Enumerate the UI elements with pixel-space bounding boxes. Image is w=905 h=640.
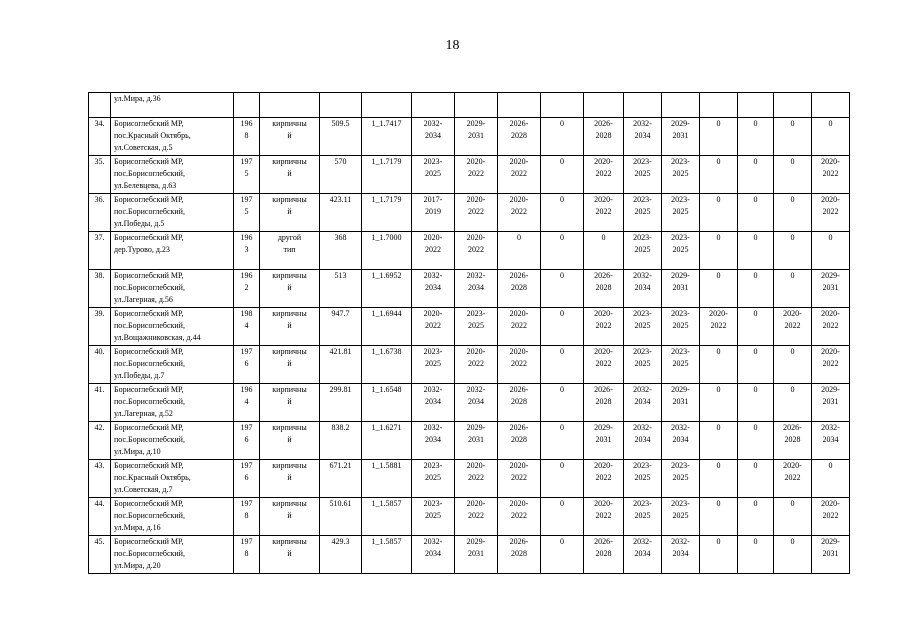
cell-year: 197 5: [234, 156, 260, 194]
cell-period-8: 0: [700, 346, 738, 384]
cell-period-8: 0: [700, 384, 738, 422]
cell-area: 510.61: [320, 498, 362, 536]
cell-area: 368: [320, 232, 362, 270]
cell-period-2: 2029- 2031: [455, 536, 498, 574]
cell-period-9: 0: [738, 156, 774, 194]
cell-period-1: 2023- 2025: [412, 460, 455, 498]
cell-year: 197 6: [234, 460, 260, 498]
cell-period-1: 2020- 2022: [412, 232, 455, 270]
cell-period-4: 0: [541, 536, 584, 574]
cell-period-11: 2029- 2031: [812, 536, 850, 574]
cell-year: 197 6: [234, 422, 260, 460]
cell-period-7: [662, 93, 700, 118]
cell-period-6: 2023- 2025: [624, 346, 662, 384]
cell-period-8: 0: [700, 156, 738, 194]
cell-year: 198 4: [234, 308, 260, 346]
cell-number: 45.: [89, 536, 111, 574]
cell-index: 1_1.6944: [362, 308, 412, 346]
table-row: [89, 498, 850, 536]
cell-material: другой тип: [260, 232, 320, 270]
cell-number: [89, 93, 111, 118]
cell-number: 41.: [89, 384, 111, 422]
cell-period-7: 2023- 2025: [662, 194, 700, 232]
cell-period-3: 2026- 2028: [498, 422, 541, 460]
cell-period-11: 0: [812, 118, 850, 156]
cell-address: Борисоглебский МР, пос.Красный Октябрь, ул.Советская, д.5: [111, 118, 234, 156]
cell-period-11: 2029- 2031: [812, 270, 850, 308]
cell-address: Борисоглебский МР, пос.Борисоглебский, ул.Победы, д.7: [111, 346, 234, 384]
cell-material: кирпичны й: [260, 308, 320, 346]
cell-period-4: 0: [541, 118, 584, 156]
cell-number: 40.: [89, 346, 111, 384]
cell-period-8: 0: [700, 270, 738, 308]
cell-period-2: 2029- 2031: [455, 422, 498, 460]
cell-year: 197 8: [234, 498, 260, 536]
cell-index: 1_1.5881: [362, 460, 412, 498]
cell-address: ул.Мира, д.36: [111, 93, 234, 118]
cell-period-4: 0: [541, 308, 584, 346]
cell-period-2: 2023- 2025: [455, 308, 498, 346]
cell-index: 1_1.7179: [362, 156, 412, 194]
cell-period-3: 2020- 2022: [498, 460, 541, 498]
cell-period-8: 0: [700, 422, 738, 460]
cell-material: кирпичны й: [260, 422, 320, 460]
cell-material: кирпичны й: [260, 346, 320, 384]
cell-period-10: 0: [774, 498, 812, 536]
cell-year: [234, 93, 260, 118]
cell-period-8: 2020- 2022: [700, 308, 738, 346]
cell-period-4: 0: [541, 498, 584, 536]
cell-period-3: 2026- 2028: [498, 384, 541, 422]
cell-year: 197 5: [234, 194, 260, 232]
table-row: [89, 118, 850, 156]
cell-area: 423.11: [320, 194, 362, 232]
cell-index: [362, 93, 412, 118]
cell-period-7: 2023- 2025: [662, 156, 700, 194]
cell-period-10: 2026- 2028: [774, 422, 812, 460]
cell-period-6: 2032- 2034: [624, 536, 662, 574]
cell-period-7: 2023- 2025: [662, 346, 700, 384]
cell-area: 429.3: [320, 536, 362, 574]
cell-period-9: 0: [738, 422, 774, 460]
cell-index: 1_1.7417: [362, 118, 412, 156]
cell-period-3: [498, 93, 541, 118]
cell-period-5: 2026- 2028: [584, 384, 624, 422]
cell-period-7: 2023- 2025: [662, 232, 700, 270]
housing-table: [88, 92, 850, 574]
cell-address: Борисоглебский МР, пос.Борисоглебский, ул.Мира, д.16: [111, 498, 234, 536]
cell-period-11: 2020- 2022: [812, 194, 850, 232]
cell-period-5: 2026- 2028: [584, 270, 624, 308]
cell-period-7: 2023- 2025: [662, 460, 700, 498]
cell-index: 1_1.7179: [362, 194, 412, 232]
cell-period-3: 2020- 2022: [498, 498, 541, 536]
cell-period-2: 2020- 2022: [455, 346, 498, 384]
cell-period-10: 0: [774, 536, 812, 574]
cell-period-11: 2020- 2022: [812, 346, 850, 384]
cell-period-6: 2023- 2025: [624, 194, 662, 232]
cell-period-10: 2020- 2022: [774, 460, 812, 498]
cell-material: кирпичны й: [260, 498, 320, 536]
cell-index: 1_1.6548: [362, 384, 412, 422]
cell-period-2: 2020- 2022: [455, 194, 498, 232]
table-row-continued: [89, 93, 850, 118]
cell-period-3: 2020- 2022: [498, 194, 541, 232]
cell-period-6: 2032- 2034: [624, 384, 662, 422]
cell-period-2: 2020- 2022: [455, 498, 498, 536]
cell-index: 1_1.5857: [362, 536, 412, 574]
cell-period-11: 2029- 2031: [812, 384, 850, 422]
cell-area: 509.5: [320, 118, 362, 156]
cell-period-10: 0: [774, 384, 812, 422]
cell-period-9: [738, 93, 774, 118]
cell-period-1: [412, 93, 455, 118]
cell-period-9: 0: [738, 232, 774, 270]
cell-number: 42.: [89, 422, 111, 460]
cell-number: 38.: [89, 270, 111, 308]
cell-period-10: 0: [774, 270, 812, 308]
cell-period-8: 0: [700, 460, 738, 498]
cell-period-6: 2032- 2034: [624, 422, 662, 460]
cell-index: 1_1.6952: [362, 270, 412, 308]
table-row: [89, 194, 850, 232]
cell-number: 44.: [89, 498, 111, 536]
cell-period-10: 0: [774, 194, 812, 232]
cell-period-1: 2032- 2034: [412, 536, 455, 574]
cell-period-7: 2029- 2031: [662, 270, 700, 308]
cell-period-3: 2020- 2022: [498, 346, 541, 384]
cell-period-11: 0: [812, 460, 850, 498]
cell-period-10: 0: [774, 118, 812, 156]
cell-period-9: 0: [738, 384, 774, 422]
cell-period-6: 2023- 2025: [624, 156, 662, 194]
cell-period-3: 2020- 2022: [498, 308, 541, 346]
cell-area: 838.2: [320, 422, 362, 460]
cell-period-4: 0: [541, 422, 584, 460]
cell-period-5: 2026- 2028: [584, 536, 624, 574]
cell-area: 947.7: [320, 308, 362, 346]
cell-material: кирпичны й: [260, 384, 320, 422]
cell-address: Борисоглебский МР, пос.Красный Октябрь, ул.Советская, д.7: [111, 460, 234, 498]
cell-period-1: 2023- 2025: [412, 498, 455, 536]
cell-period-2: 2020- 2022: [455, 156, 498, 194]
cell-period-1: 2023- 2025: [412, 346, 455, 384]
cell-address: Борисоглебский МР, пос.Борисоглебский, ул.Мира, д.20: [111, 536, 234, 574]
cell-period-9: 0: [738, 498, 774, 536]
cell-period-1: 2017- 2019: [412, 194, 455, 232]
cell-period-4: 0: [541, 346, 584, 384]
cell-address: Борисоглебский МР, пос.Борисоглебский, ул.Мира, д.10: [111, 422, 234, 460]
cell-period-11: 2020- 2022: [812, 498, 850, 536]
cell-period-4: [541, 93, 584, 118]
cell-period-1: 2032- 2034: [412, 118, 455, 156]
cell-period-5: 2029- 2031: [584, 422, 624, 460]
cell-period-1: 2032- 2034: [412, 422, 455, 460]
cell-period-4: 0: [541, 156, 584, 194]
cell-period-7: 2029- 2031: [662, 118, 700, 156]
cell-area: 671.21: [320, 460, 362, 498]
cell-period-8: 0: [700, 498, 738, 536]
cell-index: 1_1.6271: [362, 422, 412, 460]
table-row: [89, 232, 850, 270]
cell-address: Борисоглебский МР, пос.Борисоглебский, ул.Лагерная, д.52: [111, 384, 234, 422]
cell-material: кирпичны й: [260, 460, 320, 498]
cell-period-3: 0: [498, 232, 541, 270]
cell-year: 196 8: [234, 118, 260, 156]
cell-period-9: 0: [738, 118, 774, 156]
table-row: [89, 384, 850, 422]
cell-period-9: 0: [738, 270, 774, 308]
cell-period-5: 2020- 2022: [584, 156, 624, 194]
cell-period-5: 2020- 2022: [584, 460, 624, 498]
cell-year: 197 6: [234, 346, 260, 384]
cell-number: 36.: [89, 194, 111, 232]
cell-address: Борисоглебский МР, пос.Борисоглебский, ул.Лагерная, д.56: [111, 270, 234, 308]
cell-period-9: 0: [738, 194, 774, 232]
cell-period-10: 2020- 2022: [774, 308, 812, 346]
cell-period-9: 0: [738, 346, 774, 384]
cell-number: 37.: [89, 232, 111, 270]
cell-period-10: 0: [774, 156, 812, 194]
cell-address: Борисоглебский МР, пос.Борисоглебский, ул.Белевцева, д.63: [111, 156, 234, 194]
cell-period-2: [455, 93, 498, 118]
page-number: 18: [445, 38, 460, 53]
cell-period-5: 2020- 2022: [584, 194, 624, 232]
cell-period-5: [584, 93, 624, 118]
cell-period-5: 2020- 2022: [584, 346, 624, 384]
cell-area: 570: [320, 156, 362, 194]
cell-number: 39.: [89, 308, 111, 346]
cell-period-1: 2032- 2034: [412, 384, 455, 422]
cell-period-6: 2032- 2034: [624, 118, 662, 156]
cell-period-3: 2020- 2022: [498, 156, 541, 194]
cell-period-4: 0: [541, 384, 584, 422]
table-row: [89, 460, 850, 498]
cell-address: Борисоглебский МР, пос.Борисоглебский, ул.Вощажниковская, д.44: [111, 308, 234, 346]
cell-period-11: 0: [812, 232, 850, 270]
cell-area: 421.81: [320, 346, 362, 384]
cell-area: 299.81: [320, 384, 362, 422]
cell-number: 43.: [89, 460, 111, 498]
cell-period-3: 2026- 2028: [498, 536, 541, 574]
cell-period-10: [774, 93, 812, 118]
cell-period-6: 2023- 2025: [624, 498, 662, 536]
cell-period-1: 2032- 2034: [412, 270, 455, 308]
cell-period-2: 2032- 2034: [455, 384, 498, 422]
cell-material: кирпичны й: [260, 156, 320, 194]
cell-period-5: 2020- 2022: [584, 308, 624, 346]
table-body: [89, 93, 850, 574]
cell-material: кирпичны й: [260, 118, 320, 156]
cell-period-11: 2032- 2034: [812, 422, 850, 460]
cell-period-7: 2023- 2025: [662, 498, 700, 536]
cell-period-11: 2020- 2022: [812, 308, 850, 346]
cell-index: 1_1.7000: [362, 232, 412, 270]
cell-material: кирпичны й: [260, 270, 320, 308]
table-row: [89, 422, 850, 460]
cell-period-2: 2020- 2022: [455, 232, 498, 270]
cell-period-8: [700, 93, 738, 118]
cell-material: кирпичны й: [260, 194, 320, 232]
cell-period-5: 2020- 2022: [584, 498, 624, 536]
table-row: [89, 536, 850, 574]
cell-period-6: 2023- 2025: [624, 460, 662, 498]
cell-period-4: 0: [541, 232, 584, 270]
cell-period-6: 2032- 2034: [624, 270, 662, 308]
cell-area: 513: [320, 270, 362, 308]
cell-period-5: 0: [584, 232, 624, 270]
cell-period-4: 0: [541, 194, 584, 232]
cell-index: 1_1.6738: [362, 346, 412, 384]
cell-period-1: 2020- 2022: [412, 308, 455, 346]
cell-period-11: [812, 93, 850, 118]
cell-year: 196 4: [234, 384, 260, 422]
cell-period-5: 2026- 2028: [584, 118, 624, 156]
cell-period-11: 2020- 2022: [812, 156, 850, 194]
cell-period-8: 0: [700, 536, 738, 574]
cell-period-9: 0: [738, 308, 774, 346]
cell-period-7: 2029- 2031: [662, 384, 700, 422]
cell-period-8: 0: [700, 232, 738, 270]
cell-period-9: 0: [738, 536, 774, 574]
cell-year: 196 3: [234, 232, 260, 270]
cell-period-6: 2023- 2025: [624, 308, 662, 346]
table-row: [89, 308, 850, 346]
cell-period-9: 0: [738, 460, 774, 498]
table-row: [89, 156, 850, 194]
cell-period-7: 2023- 2025: [662, 308, 700, 346]
cell-period-7: 2032- 2034: [662, 422, 700, 460]
cell-period-4: 0: [541, 270, 584, 308]
cell-material: [260, 93, 320, 118]
cell-period-6: 2023- 2025: [624, 232, 662, 270]
cell-period-2: 2020- 2022: [455, 460, 498, 498]
cell-address: Борисоглебский МР, дер.Турово, д.23: [111, 232, 234, 270]
cell-period-3: 2026- 2028: [498, 118, 541, 156]
cell-period-8: 0: [700, 194, 738, 232]
cell-period-10: 0: [774, 346, 812, 384]
cell-index: 1_1.5857: [362, 498, 412, 536]
cell-period-3: 2026- 2028: [498, 270, 541, 308]
cell-address: Борисоглебский МР, пос.Борисоглебский, ул.Победы, д.5: [111, 194, 234, 232]
cell-number: 35.: [89, 156, 111, 194]
cell-year: 197 8: [234, 536, 260, 574]
cell-period-4: 0: [541, 460, 584, 498]
table-row: [89, 270, 850, 308]
cell-period-6: [624, 93, 662, 118]
cell-material: кирпичны й: [260, 536, 320, 574]
cell-period-2: 2029- 2031: [455, 118, 498, 156]
cell-period-1: 2023- 2025: [412, 156, 455, 194]
cell-period-10: 0: [774, 232, 812, 270]
table-row: [89, 346, 850, 384]
cell-area: [320, 93, 362, 118]
cell-year: 196 2: [234, 270, 260, 308]
cell-number: 34.: [89, 118, 111, 156]
cell-period-8: 0: [700, 118, 738, 156]
cell-period-7: 2032- 2034: [662, 536, 700, 574]
cell-period-2: 2032- 2034: [455, 270, 498, 308]
